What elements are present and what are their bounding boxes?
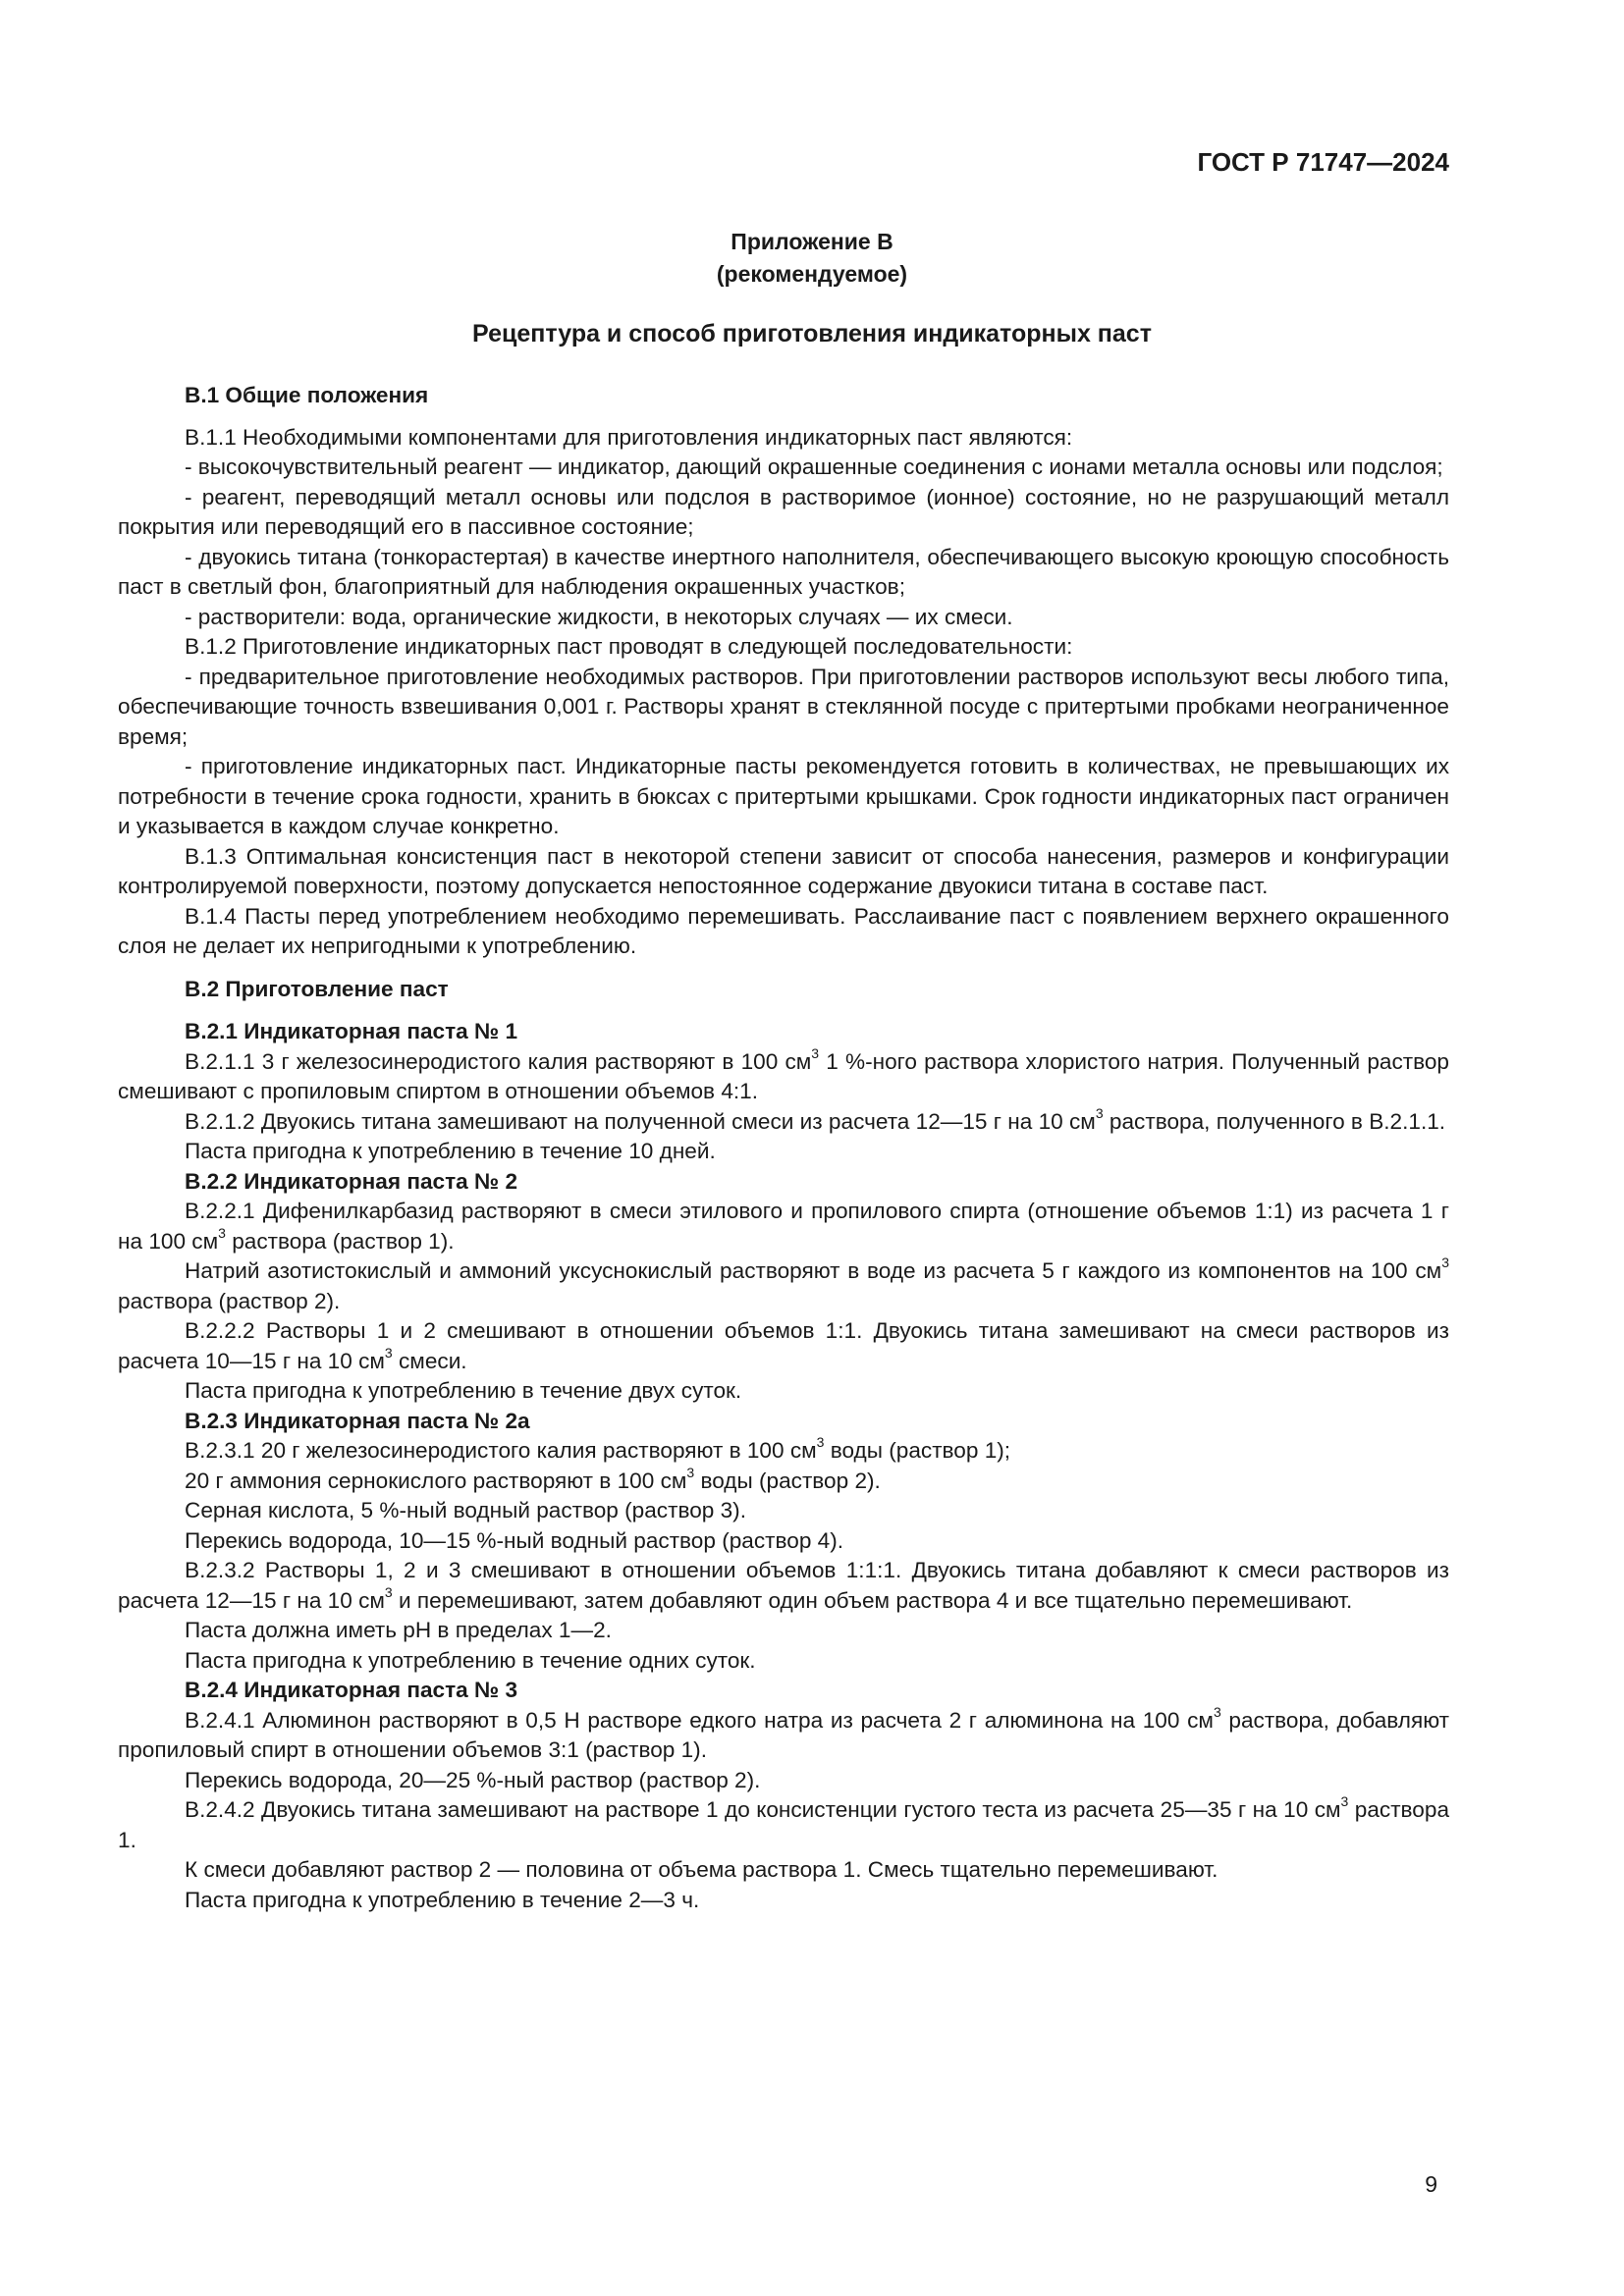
section-heading-b2: В.2 Приготовление паст	[185, 976, 449, 1001]
document-body	[118, 381, 1449, 1915]
page-number: 9	[1425, 2171, 1437, 2197]
paragraph-b2-4-shelf-life: Паста пригодна к употреблению в течение 2—3 ч.	[185, 1887, 700, 1912]
paragraph-b2-2-shelf-life: Паста пригодна к употреблению в течение двух суток.	[185, 1378, 742, 1403]
list-item: - двуокись титана (тонкорастертая) в качестве инертного наполнителя, обеспечивающего высокую кроющую способность паст в светлый фон, благоприятный для наблюдения окрашенных участков;	[118, 544, 1449, 599]
list-item: - высокочувствительный реагент — индикатор, дающий окрашенные соединения с ионами металла основы или подслоя;	[185, 454, 1443, 479]
paragraph-b1-3: В.1.3 Оптимальная консистенция паст в некоторой степени зависит от способа нанесения, размеров и конфигурации контролируемой поверхности, поэтому допускается непостоянное содержание двуокиси титана в составе паст.	[118, 843, 1449, 898]
appendix-status: (рекомендуемое)	[716, 261, 908, 287]
list-item: - растворители: вода, органические жидкости, в некоторых случаях — их смеси.	[185, 604, 1013, 629]
paragraph-b2-3-solution4: Перекись водорода, 10—15 %-ный водный раствор (раствор 4).	[185, 1527, 844, 1553]
paragraph-b2-2-1: В.2.2.1 Дифенилкарбазид растворяют в смеси этилового и пропилового спирта (отношение объемов 1:1) из расчета 1 г на 100 $см^3$ раствора (раствор 1).	[118, 1199, 1449, 1254]
subsection-heading-b2-1: В.2.1 Индикаторная паста № 1	[185, 1019, 518, 1043]
subsection-heading-b2-4: В.2.4 Индикаторная паста № 3	[185, 1678, 518, 1702]
subsection-heading-b2-3: В.2.3 Индикаторная паста № 2а	[185, 1408, 530, 1433]
paragraph-b2-2-solution2: Натрий азотистокислый и аммоний уксуснокислый растворяют в воде из расчета 5 г каждого из компонентов на 100 $см^3$ раствора (раствор 2).	[118, 1255, 1449, 1313]
appendix-title: Рецептура и способ приготовления индикаторных паст	[472, 320, 1152, 347]
paragraph-b2-3-2: В.2.3.2 Растворы 1, 2 и 3 смешивают в отношении объемов 1:1:1. Двуокись титана добавляют к смеси растворов из расчета 12—15 г на 10 $см^3$ и перемешивают, затем добавляют один объем раствора 4 и все тщательно перемешивают.	[118, 1558, 1449, 1613]
section-heading-b1: В.1 Общие положения	[185, 383, 429, 407]
paragraph-b2-1-1: В.2.1.1 3 г железосинеродистого калия растворяют в 100 $см^3$ 1 %-ного раствора хлористого натрия. Полученный раствор смешивают с пропиловым спиртом в отношении объемов 4:1.	[118, 1044, 1449, 1103]
paragraph-b2-3-1: В.2.3.1 20 г железосинеродистого калия растворяют в 100 $см^3$ воды (раствор 1);	[185, 1434, 1011, 1463]
paragraph-b2-3-ph: Паста должна иметь рН в пределах 1—2.	[185, 1618, 612, 1642]
paragraph-b1-1: В.1.1 Необходимыми компонентами для приготовления индикаторных паст являются:	[185, 424, 1073, 450]
subsection-heading-b2-2: В.2.2 Индикаторная паста № 2	[185, 1168, 518, 1194]
paragraph-b2-3-solution3: Серная кислота, 5 %-ный водный раствор (раствор 3).	[185, 1498, 746, 1522]
paragraph-b2-2-2: В.2.2.2 Растворы 1 и 2 смешивают в отношении объемов 1:1. Двуокись титана замешивают на смеси растворов из расчета 10—15 г на 10 $см^3$ смеси.	[118, 1318, 1449, 1373]
paragraph-b2-3-shelf-life: Паста пригодна к употреблению в течение одних суток.	[185, 1647, 756, 1673]
list-item: - предварительное приготовление необходимых растворов. При приготовлении растворов используют весы любого типа, обеспечивающие точность взвешивания 0,001 г. Растворы хранят в стеклянной посуде с притертыми пробками неограниченное время;	[118, 664, 1449, 749]
paragraph-b1-2: В.1.2 Приготовление индикаторных паст проводят в следующей последовательности:	[185, 634, 1073, 659]
paragraph-b2-4-solution2: Перекись водорода, 20—25 %-ный раствор (раствор 2).	[185, 1767, 761, 1792]
paragraph-b2-4-mixing: К смеси добавляют раствор 2 — половина от объема раствора 1. Смесь тщательно перемешивают.	[185, 1857, 1218, 1882]
paragraph-b2-4-2: В.2.4.2 Двуокись титана замешивают на растворе 1 до консистенции густого теста из расчета 25—35 г на 10 $см^3$ раствора 1.	[118, 1793, 1450, 1852]
paragraph-b2-1-shelf-life: Паста пригодна к употреблению в течение 10 дней.	[185, 1139, 716, 1163]
paragraph-b1-4: В.1.4 Пасты перед употреблением необходимо перемешивать. Расслаивание паст с появлением верхнего окрашенного слоя не делает их непригодными к употреблению.	[118, 903, 1449, 958]
paragraph-b2-4-1: В.2.4.1 Алюминон растворяют в 0,5 Н растворе едкого натра из расчета 2 г алюминона на 100 $см^3$ раствора, добавляют пропиловый спирт в отношении объемов 3:1 (раствор 1).	[118, 1703, 1449, 1762]
paragraph-b2-1-2: В.2.1.2 Двуокись титана замешивают на полученной смеси из расчета 12—15 г на 10 $см^3$ раствора, полученного в В.2.1.1.	[185, 1104, 1446, 1134]
standard-code-header: ГОСТ Р 71747—2024	[1197, 147, 1449, 177]
paragraph-b2-3-solution2: 20 г аммония сернокислого растворяют в 100 $см^3$ воды (раствор 2).	[185, 1464, 881, 1493]
list-item: - реагент, переводящий металл основы или подслоя в растворимое (ионное) состояние, но не разрушающий металл покрытия или переводящий его в пассивное состояние;	[118, 484, 1449, 539]
appendix-heading	[0, 226, 1624, 291]
list-item: - приготовление индикаторных паст. Индикаторные пасты рекомендуется готовить в количествах, не превышающих их потребности в течение срока годности, хранить в бюксах с притертыми крышками. Срок годности индикаторных паст ограничен и указывается в каждом случае конкретно.	[118, 754, 1449, 838]
appendix-label: Приложение В	[731, 229, 893, 254]
